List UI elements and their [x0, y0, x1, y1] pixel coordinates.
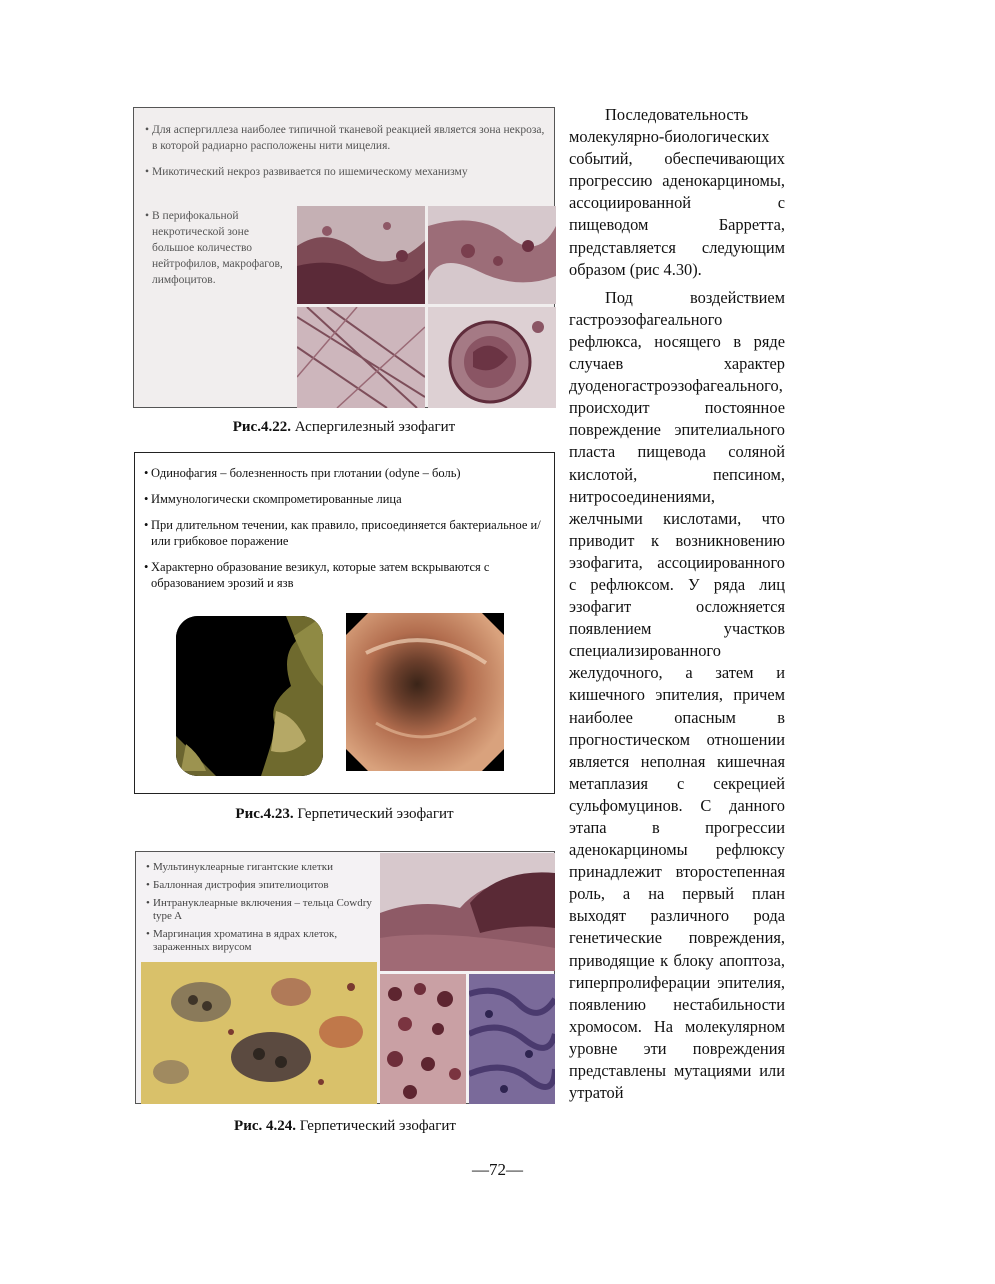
histology-squamous-epithelium: [469, 974, 555, 1104]
figure-4-23-bullet-4: • Характерно образование везикул, которые затем вскрываются с образованием эрозий и язв: [144, 559, 544, 591]
figure-4-24-bullet-4: • Маргинация хроматина в ядрах клеток, зараженных вирусом: [146, 928, 374, 954]
figure-4-23-caption-label: Рис.4.23.: [235, 806, 294, 822]
figure-4-23-bullet-1: • Одинофагия – болезненность при глотании (odyne – боль): [144, 465, 544, 481]
micrograph-granuloma: [428, 307, 556, 408]
figure-4-23-bullet-3: • При длительном течении, как правило, присоединяется бактериальное и/или грибковое поражение: [144, 517, 544, 549]
figure-4-22-side-bullets: [145, 208, 285, 288]
figure-4-23-caption-text: Герпетический эзофагит: [293, 806, 454, 822]
endoscopy-image-1: [176, 616, 323, 776]
figure-4-23-caption: [134, 806, 555, 823]
figure-4-24-caption-text: Герпетический эзофагит: [296, 1118, 456, 1134]
figure-4-24-caption-label: Рис. 4.24.: [234, 1118, 297, 1134]
figure-4-24-bullet-3: • Интрануклеарные включения – тельца Cowdry type A: [146, 897, 374, 923]
page-number: —72—: [472, 1160, 523, 1179]
figure-4-22-caption-text: Аспергилезный эзофагит: [290, 419, 456, 435]
figure-4-22-caption-label: Рис.4.22.: [232, 419, 291, 435]
figure-4-24-caption: [135, 1118, 555, 1135]
body-text-column: [569, 104, 785, 1104]
figure-4-22: [133, 107, 555, 408]
figure-4-24-bullet-2: • Баллонная дистрофия эпителиоцитов: [146, 879, 374, 892]
figure-4-23: [134, 452, 555, 794]
endoscopy-image-2: [346, 613, 504, 771]
figure-4-22-bullet-2: • Микотический некроз развивается по ишемическому механизму: [145, 164, 545, 180]
figure-4-24: [135, 851, 555, 1104]
figure-4-24-bullets: [146, 861, 374, 954]
cytology-giant-cells: [141, 962, 377, 1104]
histology-inclusions: [380, 974, 466, 1104]
figure-4-22-bullet-1: • Для аспергиллеза наиболее типичной тканевой реакцией является зона некроза, в которой радиарно расположены нити мицелия.: [145, 122, 545, 154]
figure-4-22-bullets: [145, 122, 545, 180]
figure-4-24-bullet-1: • Мультинуклеарные гигантские клетки: [146, 861, 374, 874]
body-paragraph-2: Под воздействием гастроэзофагеального рефлюкса, носящего в ряде случаев характер дуоденогастроэзофагеального, происходит постоянное повреждение эпителиального пласта пищевода соляной кислотой, пепсином, нитросоединениями, желчными кислотами, что приводит к возникновению эзофагита, ассоциированного с рефлюксом. У ряда лиц эзофагит осложняется появлением участков специализированного желудочного, а затем и кишечного эпителия, причем наиболее опасным в прогностическом отношении является неполная кишечная метаплазия с секрецией сульфомуцинов. С данного этапа в прогрессии аденокарциномы рефлюксу принадлежит второстепенная роль, а на первый план выходят различного рода генетические повреждения, приводящие к блоку апоптоза, гиперпролиферации эпителия, появлению нестабильности хромосом. На молекулярном уровне эти повреждения представлены мутациями или утратой: [569, 287, 785, 1103]
figure-4-23-bullet-2: • Иммунологически скомпрометированные лица: [144, 491, 544, 507]
histology-ulcer-edge: [380, 853, 555, 971]
micrograph-mycelium: [428, 206, 556, 304]
figure-4-22-caption: [133, 419, 555, 436]
micrograph-necrosis-zone: [297, 206, 425, 304]
figure-4-23-bullets: [144, 465, 544, 591]
body-paragraph-1: Последовательность молекулярно-биологических событий, обеспечивающих прогрессию аденокарциномы, ассоциированной с пищеводом Барретта, представляется следующим образом (рис 4.30).: [569, 105, 785, 279]
figure-4-22-bullet-3: • В перифокальной некротической зоне большое количество нейтрофилов, макрофагов, лимфоцитов.: [145, 208, 285, 288]
micrograph-hyphae: [297, 307, 425, 408]
